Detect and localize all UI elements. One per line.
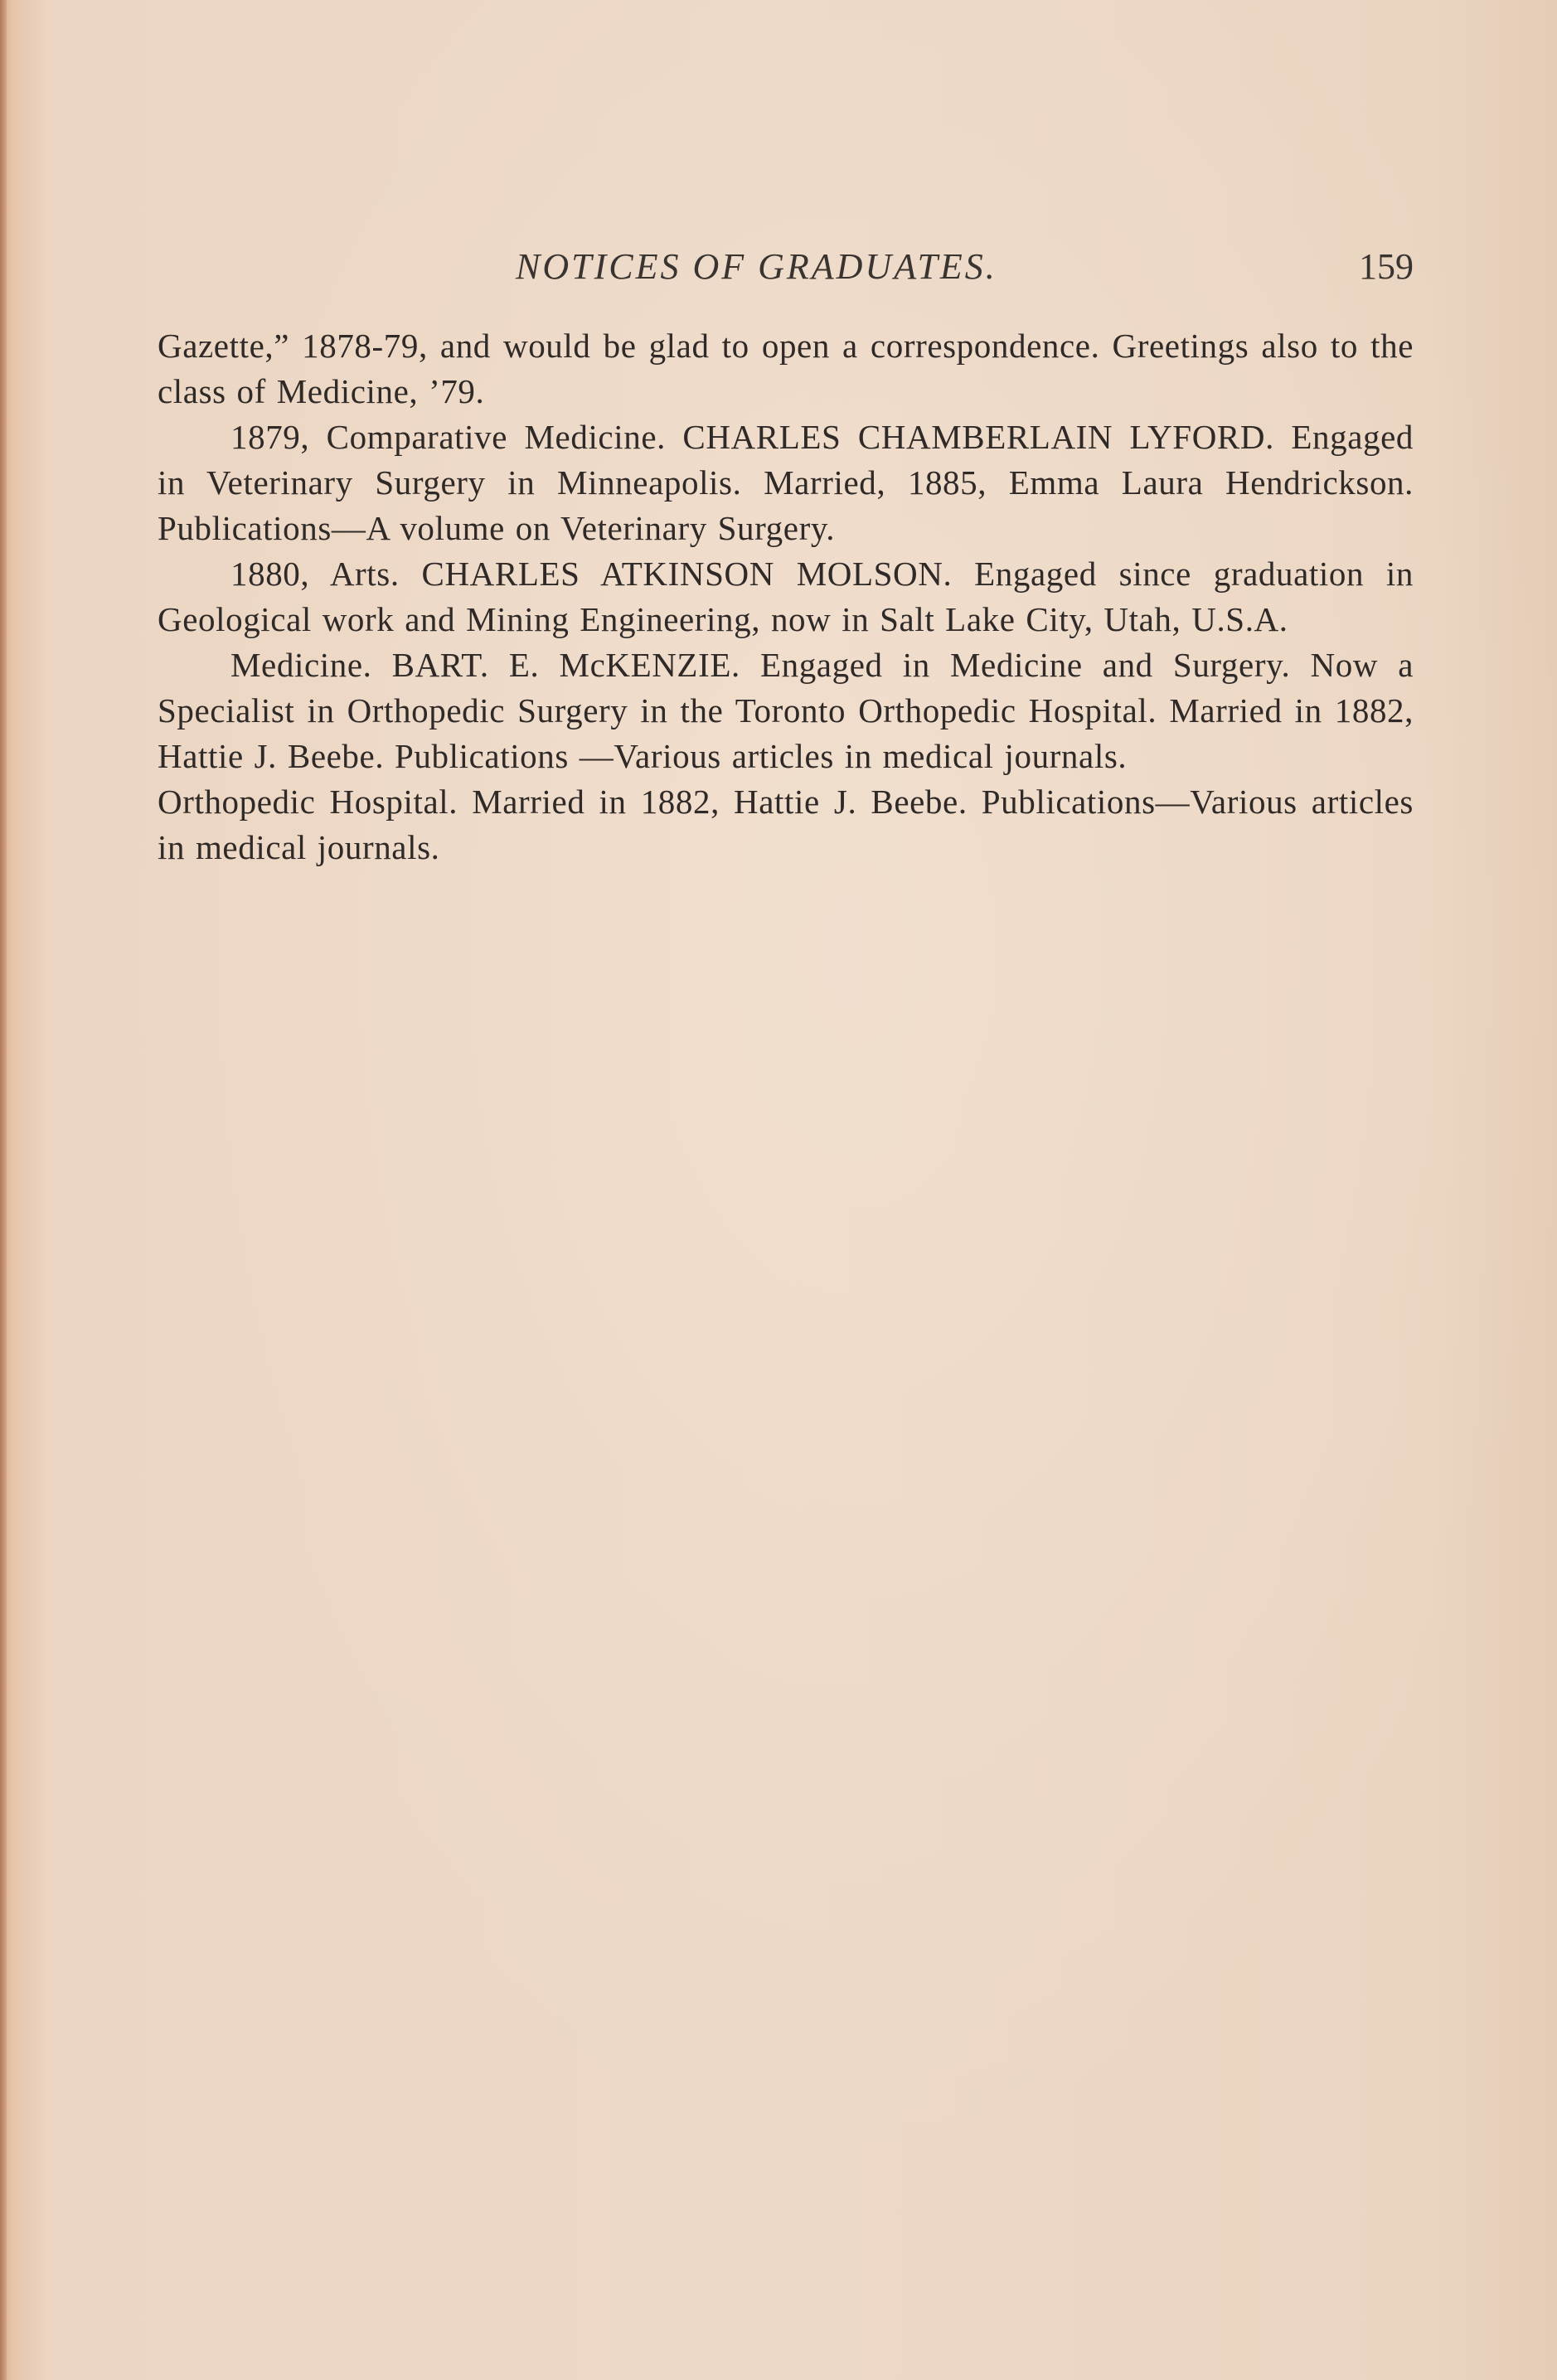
running-head (158, 242, 1414, 292)
paragraph-mckenzie: Medicine. BART. E. McKENZIE. Engaged in Medicine and Surgery. Now a Specialist in Orthopedic Surgery in the Toronto Orthopedic Hospital. Married in 1882, Hattie J. Beebe. Publications —Various articles in medical journals. (158, 646, 1414, 775)
running-head-title: NOTICES OF GRADUATES. (516, 246, 997, 287)
paragraph-gazette-continuation: Gazette,” 1878-79, and would be glad to open a correspondence. Greetings also to the class of Medicine, ’79. (158, 327, 1414, 410)
paragraph-repeated-fragment: Orthopedic Hospital. Married in 1882, Hattie J. Beebe. Publications—Various articles in medical journals. (158, 783, 1414, 866)
paragraph-molson: 1880, Arts. CHARLES ATKINSON MOLSON. Engaged since graduation in Geological work and Mining Engineering, now in Salt Lake City, Utah, U.S.A. (158, 555, 1414, 638)
page-number: 159 (1359, 246, 1414, 287)
body-text (158, 323, 1414, 870)
page-binding-edge (0, 0, 7, 2380)
paragraph-lyford: 1879, Comparative Medicine. CHARLES CHAMBERLAIN LYFORD. Engaged in Veterinary Surgery in Minneapolis. Married, 1885, Emma Laura Hendrickson. Publications—A volume on Veterinary Surgery. (158, 418, 1414, 547)
